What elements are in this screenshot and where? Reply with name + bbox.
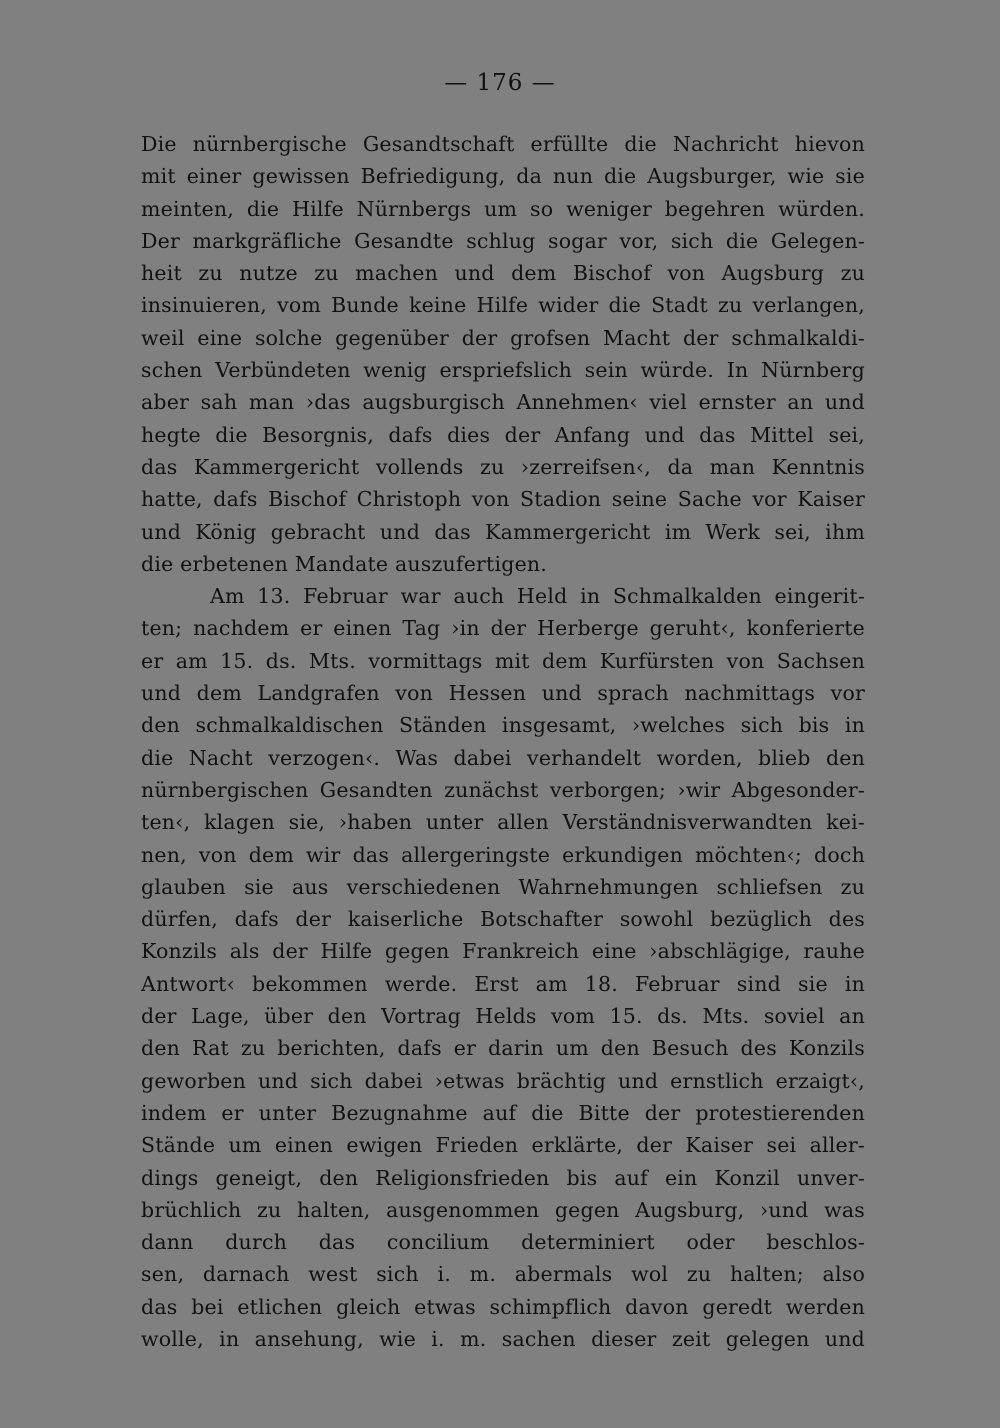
text-line: meinten, die Hilfe Nürnbergs um so weniger begehren würden. bbox=[141, 196, 865, 221]
text-line: und dem Landgrafen von Hessen und sprach nachmittags vor bbox=[141, 681, 865, 706]
text-line: und König gebracht und das Kammergericht im Werk sei, ihm bbox=[141, 519, 865, 544]
text-line: Konzils als der Hilfe gegen Frankreich eine ›abschlägige, rauhe bbox=[141, 939, 865, 964]
text-line: mit einer gewissen Befriedigung, da nun die Augsburger, wie sie bbox=[141, 164, 865, 189]
text-line: er am 15. ds. Mts. vormittags mit dem Kurfürsten von Sachsen bbox=[141, 648, 865, 673]
text-line: nen, von dem wir das allergeringste erkundigen möchten‹; doch bbox=[141, 842, 865, 867]
text-line: das bei etlichen gleich etwas schimpflich davon geredt werden bbox=[141, 1294, 865, 1319]
paragraph-end-line: die erbetenen Mandate auszufertigen. bbox=[141, 551, 548, 576]
text-line: Die nürnbergische Gesandtschaft erfüllte die Nachricht hievon bbox=[141, 132, 865, 156]
text-line: das Kammergericht vollends zu ›zerreifsen‹, da man Kenntnis bbox=[141, 454, 865, 479]
text-line: aber sah man ›das augsburgisch Annehmen‹ viel ernster an und bbox=[141, 390, 865, 415]
text-line: wolle, in ansehung, wie i. m. sachen dieser zeit gelegen und bbox=[141, 1326, 865, 1351]
text-line: dann durch das concilium determiniert oder beschlos- bbox=[141, 1230, 865, 1255]
text-line: Der markgräfliche Gesandte schlug sogar vor, sich die Gelegen- bbox=[141, 228, 865, 253]
page-number: — 176 — bbox=[444, 70, 556, 96]
text-line: Antwort‹ bekommen werde. Erst am 18. Februar sind sie in bbox=[141, 971, 865, 996]
text-line: sen, darnach west sich i. m. abermals wol zu halten; also bbox=[141, 1262, 865, 1287]
paragraph-start-line: Am 13. Februar war auch Held in Schmalkalden eingerit- bbox=[210, 584, 865, 609]
text-line: ten‹, klagen sie, ›haben unter allen Verständnisverwandten kei- bbox=[141, 810, 865, 835]
text-line: die Nacht verzogen‹. Was dabei verhandelt worden, blieb den bbox=[141, 745, 865, 770]
text-line: indem er unter Bezugnahme auf die Bitte der protestierenden bbox=[141, 1100, 865, 1125]
text-line: schen Verbündeten wenig erspriefslich sein würde. In Nürnberg bbox=[141, 358, 865, 383]
text-line: den Rat zu berichten, dafs er darin um den Besuch des Konzils bbox=[141, 1036, 865, 1061]
text-line: dings geneigt, den Religionsfrieden bis auf ein Konzil unver- bbox=[141, 1165, 865, 1190]
body-text bbox=[141, 128, 865, 1355]
text-line: ten; nachdem er einen Tag ›in der Herberge geruht‹, konferierte bbox=[141, 616, 865, 641]
text-line: heit zu nutze zu machen und dem Bischof von Augsburg zu bbox=[141, 261, 865, 286]
text-line: glauben sie aus verschiedenen Wahrnehmungen schliefsen zu bbox=[141, 874, 865, 899]
text-line: hegte die Besorgnis, dafs dies der Anfang und das Mittel sei, bbox=[141, 422, 865, 447]
text-line: weil eine solche gegenüber der grofsen Macht der schmalkaldi- bbox=[141, 325, 865, 350]
text-line: dürfen, dafs der kaiserliche Botschafter sowohl bezüglich des bbox=[141, 907, 865, 932]
text-line: hatte, dafs Bischof Christoph von Stadion seine Sache vor Kaiser bbox=[141, 487, 865, 512]
text-line: geworben und sich dabei ›etwas brächtig und ernstlich erzaigt‹, bbox=[141, 1068, 865, 1093]
text-line: brüchlich zu halten, ausgenommen gegen Augsburg, ›und was bbox=[141, 1197, 865, 1222]
text-line: der Lage, über den Vortrag Helds vom 15. ds. Mts. soviel an bbox=[141, 1004, 865, 1029]
text-line: nürnbergischen Gesandten zunächst verborgen; ›wir Abgesonder- bbox=[141, 777, 865, 802]
text-line: den schmalkaldischen Ständen insgesamt, ›welches sich bis in bbox=[141, 713, 865, 738]
text-line: Stände um einen ewigen Frieden erklärte, der Kaiser sei aller- bbox=[141, 1133, 865, 1158]
text-line: insinuieren, vom Bunde keine Hilfe wider die Stadt zu verlangen, bbox=[141, 293, 865, 318]
